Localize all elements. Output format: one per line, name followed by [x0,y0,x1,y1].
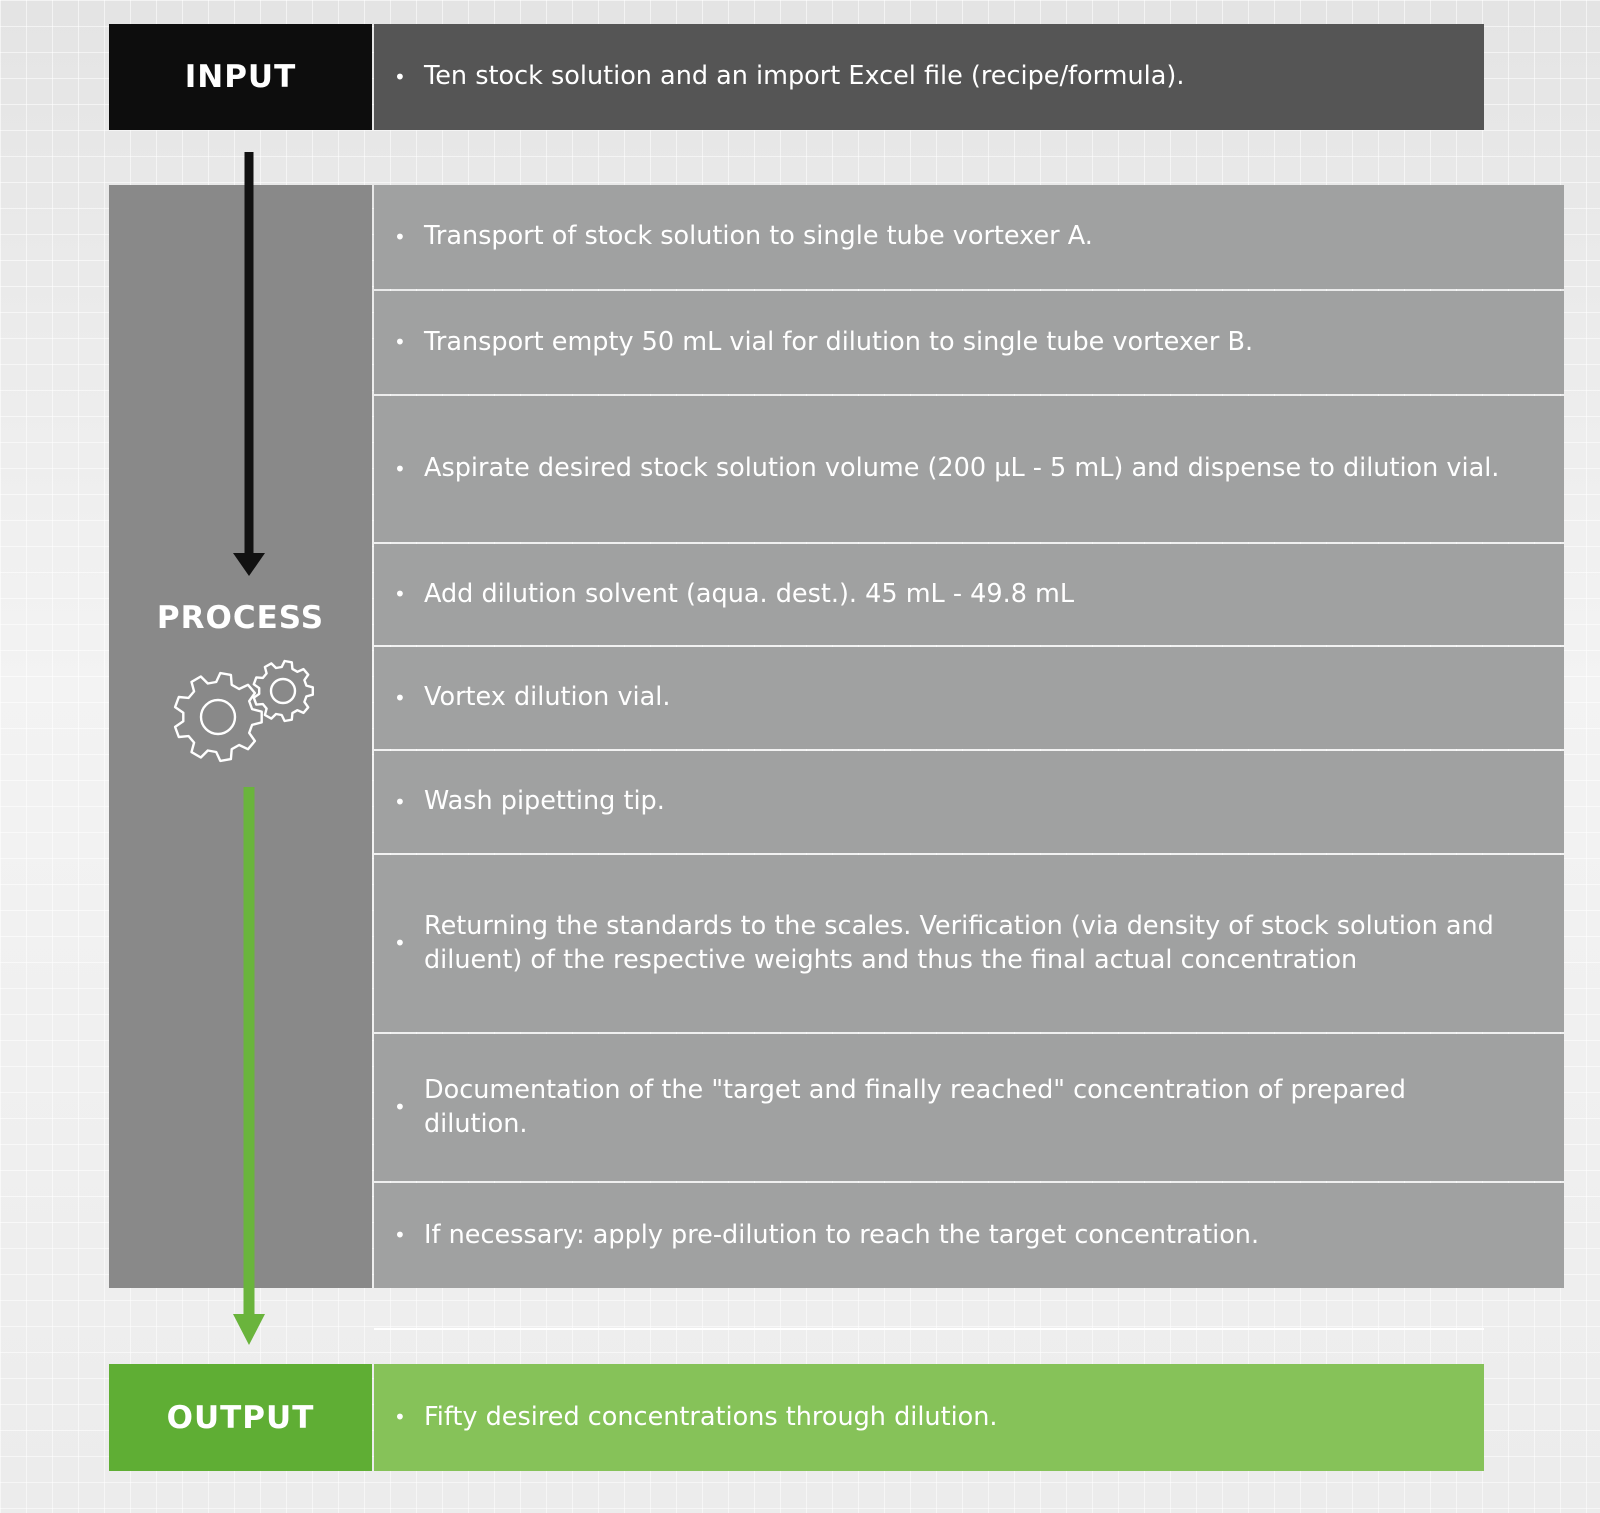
output-row [374,1364,1484,1471]
bullet: • [394,1223,406,1248]
bullet: • [394,64,406,89]
input-row [374,24,1484,130]
process-step-text: Transport of stock solution to single tube vortexer A. [424,221,1093,252]
process-step-text: Wash pipetting tip. [424,786,665,817]
process-label: PROCESS [156,600,325,636]
process-step-text: Transport empty 50 mL vial for dilution to single tube vortexer B. [424,326,1254,357]
input-text: Ten stock solution and an import Excel file (recipe/formula). [424,61,1185,92]
bullet: • [394,224,406,249]
process-step [374,855,1564,1032]
bullet: • [394,330,406,355]
bullet: • [394,1405,406,1430]
bullet: • [394,582,406,607]
process-steps [374,185,1500,1288]
process-step [374,544,1564,645]
output-label: OUTPUT [109,1364,372,1471]
process-step [374,185,1564,289]
process-step-text: Documentation of the "target and finally reached" concentration of prepared dilution. [424,1074,1406,1139]
process-step [374,1183,1564,1288]
bullet: • [394,685,406,710]
input-label: INPUT [109,24,372,130]
process-step [374,291,1564,394]
process-step [374,751,1564,853]
process-step [374,396,1564,542]
process-step-text: Returning the standards to the scales. Verification (via density of stock solution and diluent) of the respective weights and thus the final actual concentration [424,910,1494,975]
divider [374,1328,1484,1330]
bullet: • [394,931,406,956]
bullet: • [394,789,406,814]
process-step [374,647,1564,749]
process-step-text: Aspirate desired stock solution volume (200 µL - 5 mL) and dispense to dilution vial. [424,453,1500,484]
gears-icon [170,655,320,765]
process-step-text: Vortex dilution vial. [424,682,671,713]
process-step [374,1034,1564,1181]
bullet: • [394,456,406,481]
process-step-text: If necessary: apply pre-dilution to reach the target concentration. [424,1219,1260,1250]
bullet: • [394,1095,406,1120]
output-text: Fifty desired concentrations through dilution. [424,1401,998,1432]
process-step-text: Add dilution solvent (aqua. dest.). 45 mL - 49.8 mL [424,578,1075,609]
